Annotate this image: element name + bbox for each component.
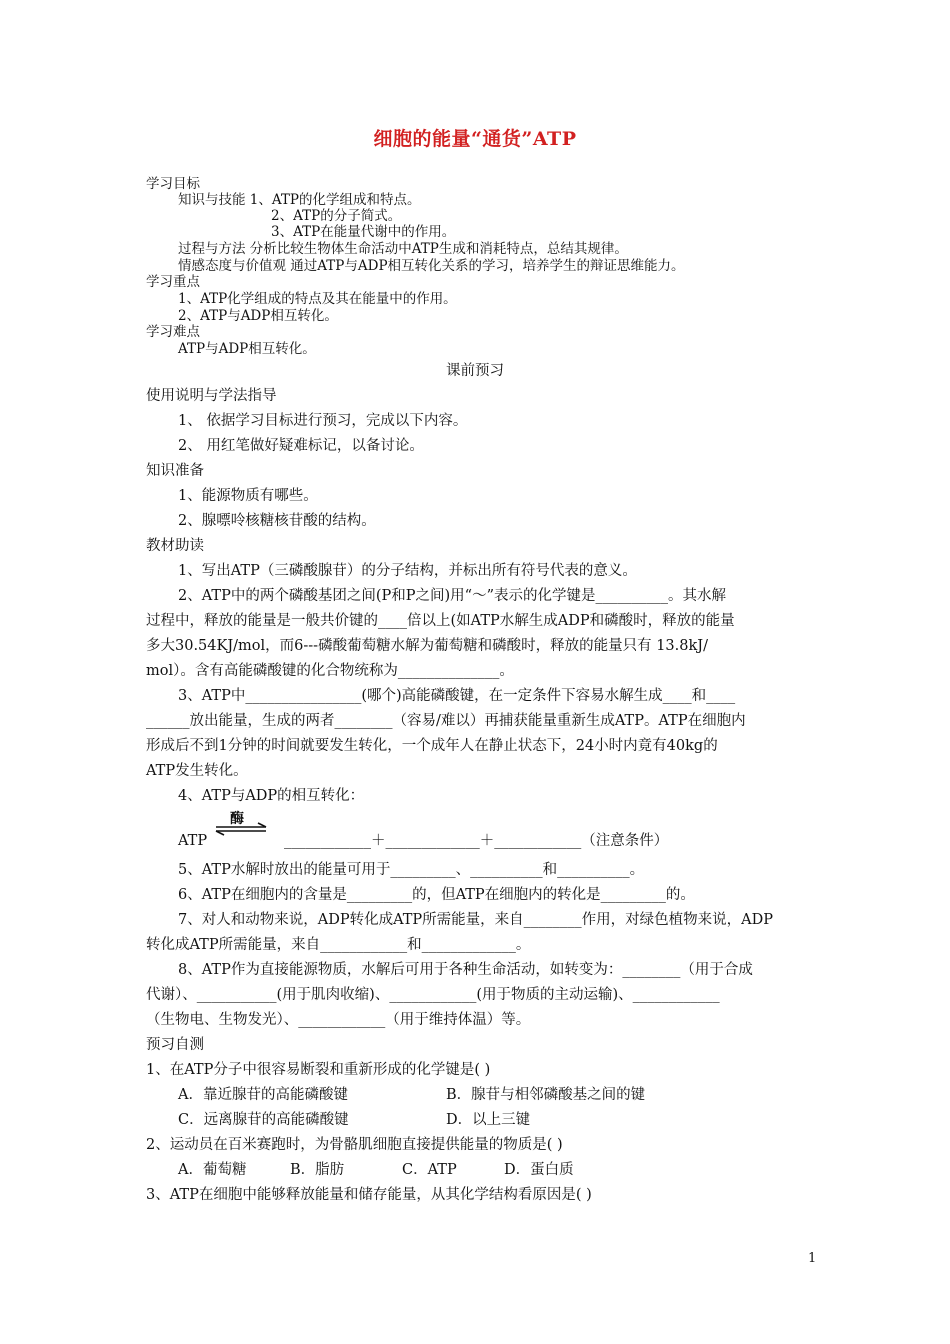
text-line: 2、ATP与ADP相互转化。 [178, 308, 338, 324]
reversible-arrow [212, 808, 272, 838]
heading-textbook-reading: 教材助读 [146, 538, 204, 554]
text-line: 2、ATP中的两个磷酸基团之间(P和P之间)用“～”表示的化学键是__________。其水解 [178, 588, 726, 604]
option-c: C．远离腺苷的高能磷酸键 [178, 1112, 349, 1128]
page-title: 细胞的能量“通货”ATP [373, 128, 577, 150]
option-d: D．以上三键 [446, 1112, 531, 1128]
text-line: 形成后不到1分钟的时间就要发生转化，一个成年人在静止状态下，24小时内竟有40kg的 [146, 738, 718, 754]
text-line: 4、ATP与ADP的相互转化： [178, 788, 365, 804]
text-line: 2、腺嘌呤核糖核苷酸的结构。 [178, 513, 376, 529]
text-line: 8、ATP作为直接能源物质，水解后可用于各种生命活动，如转变为：________（用于合成 [178, 962, 753, 978]
heading-difficulties: 学习难点 [146, 324, 200, 340]
text-line: 3、ATP在能量代谢中的作用。 [271, 224, 456, 240]
option-d: D．蛋白质 [504, 1162, 574, 1178]
question-2: 2、运动员在百米赛跑时，为骨骼肌细胞直接提供能量的物质是( ) [146, 1137, 563, 1153]
text-line: 多大30.54KJ/mol，而6---磷酸葡萄糖水解为葡萄糖和磷酸时，释放的能量只有 13.8kJ/ [146, 638, 708, 654]
text-line: 6、ATP在细胞内的含量是_________的，但ATP在细胞内的转化是_________的。 [178, 887, 695, 903]
option-c: C．ATP [402, 1162, 457, 1178]
text-line: ______放出能量，生成的两者________（容易/难以）再捕获能量重新生成ATP。ATP在细胞内 [146, 713, 746, 729]
option-b: B．脂肪 [290, 1162, 345, 1178]
heading-self-test: 预习自测 [146, 1037, 204, 1053]
question-3: 3、ATP在细胞中能够释放能量和储存能量，从其化学结构看原因是( ) [146, 1187, 592, 1203]
text-line: 2、 用红笔做好疑难标记，以备讨论。 [178, 438, 424, 454]
heading-key-points: 学习重点 [146, 274, 200, 290]
text-line: 过程中，释放的能量是一般共价键的____倍以上(如ATP水解生成ADP和磷酸时，释放的能量 [146, 613, 735, 629]
text-line: （生物电、生物发光）、____________（用于维持体温）等。 [146, 1012, 531, 1028]
question-1: 1、在ATP分子中很容易断裂和重新形成的化学键是( ) [146, 1062, 491, 1078]
text-line: 1、ATP化学组成的特点及其在能量中的作用。 [178, 291, 457, 307]
page-number: 1 [808, 1251, 817, 1266]
heading-instructions: 使用说明与学法指导 [146, 388, 277, 404]
equation-reactant: ATP [178, 833, 208, 849]
enzyme-label: 酶 [230, 811, 244, 827]
text-line: 7、对人和动物来说，ADP转化成ATP所需能量，来自________作用，对绿色植物来说，ADP [178, 912, 774, 928]
section-heading-preview: 课前预习 [446, 363, 504, 379]
text-line: mol）。含有高能磷酸键的化合物统称为______________。 [146, 663, 514, 679]
text-line: 3、ATP中________________(哪个)高能磷酸键，在一定条件下容易水解生成____和____ [178, 688, 736, 704]
text-line: 5、ATP水解时放出的能量可用于_________、__________和__________。 [178, 862, 645, 878]
option-a: A．靠近腺苷的高能磷酸键 [178, 1087, 348, 1103]
text-line: 知识与技能 1、ATP的化学组成和特点。 [178, 192, 421, 208]
text-line: 2、ATP的分子简式。 [271, 208, 402, 224]
text-line: 代谢）、___________(用于肌肉收缩)、____________(用于物质的主动运输)、____________ [146, 987, 720, 1003]
text-line: 转化成ATP所需能量，来自____________和_____________。 [146, 937, 531, 953]
text-line: 情感态度与价值观 通过ATP与ADP相互转化关系的学习，培养学生的辩证思维能力。 [178, 258, 685, 274]
text-line: ATP发生转化。 [146, 763, 248, 779]
heading-objectives: 学习目标 [146, 176, 200, 192]
text-line: 过程与方法 分析比较生物体生命活动中ATP生成和消耗特点，总结其规律。 [178, 241, 628, 257]
text-line: 1、能源物质有哪些。 [178, 488, 318, 504]
equation-products: ____________＋_____________＋____________（注意条件） [284, 833, 669, 849]
option-b: B．腺苷与相邻磷酸基之间的键 [446, 1087, 646, 1103]
text-line: 1、写出ATP（三磷酸腺苷）的分子结构，并标出所有符号代表的意义。 [178, 563, 637, 579]
heading-knowledge-prep: 知识准备 [146, 463, 204, 479]
text-line: ATP与ADP相互转化。 [178, 341, 316, 357]
text-line: 1、 依据学习目标进行预习，完成以下内容。 [178, 413, 468, 429]
equilibrium-arrow-icon [212, 808, 272, 838]
option-a: A．葡萄糖 [178, 1162, 247, 1178]
